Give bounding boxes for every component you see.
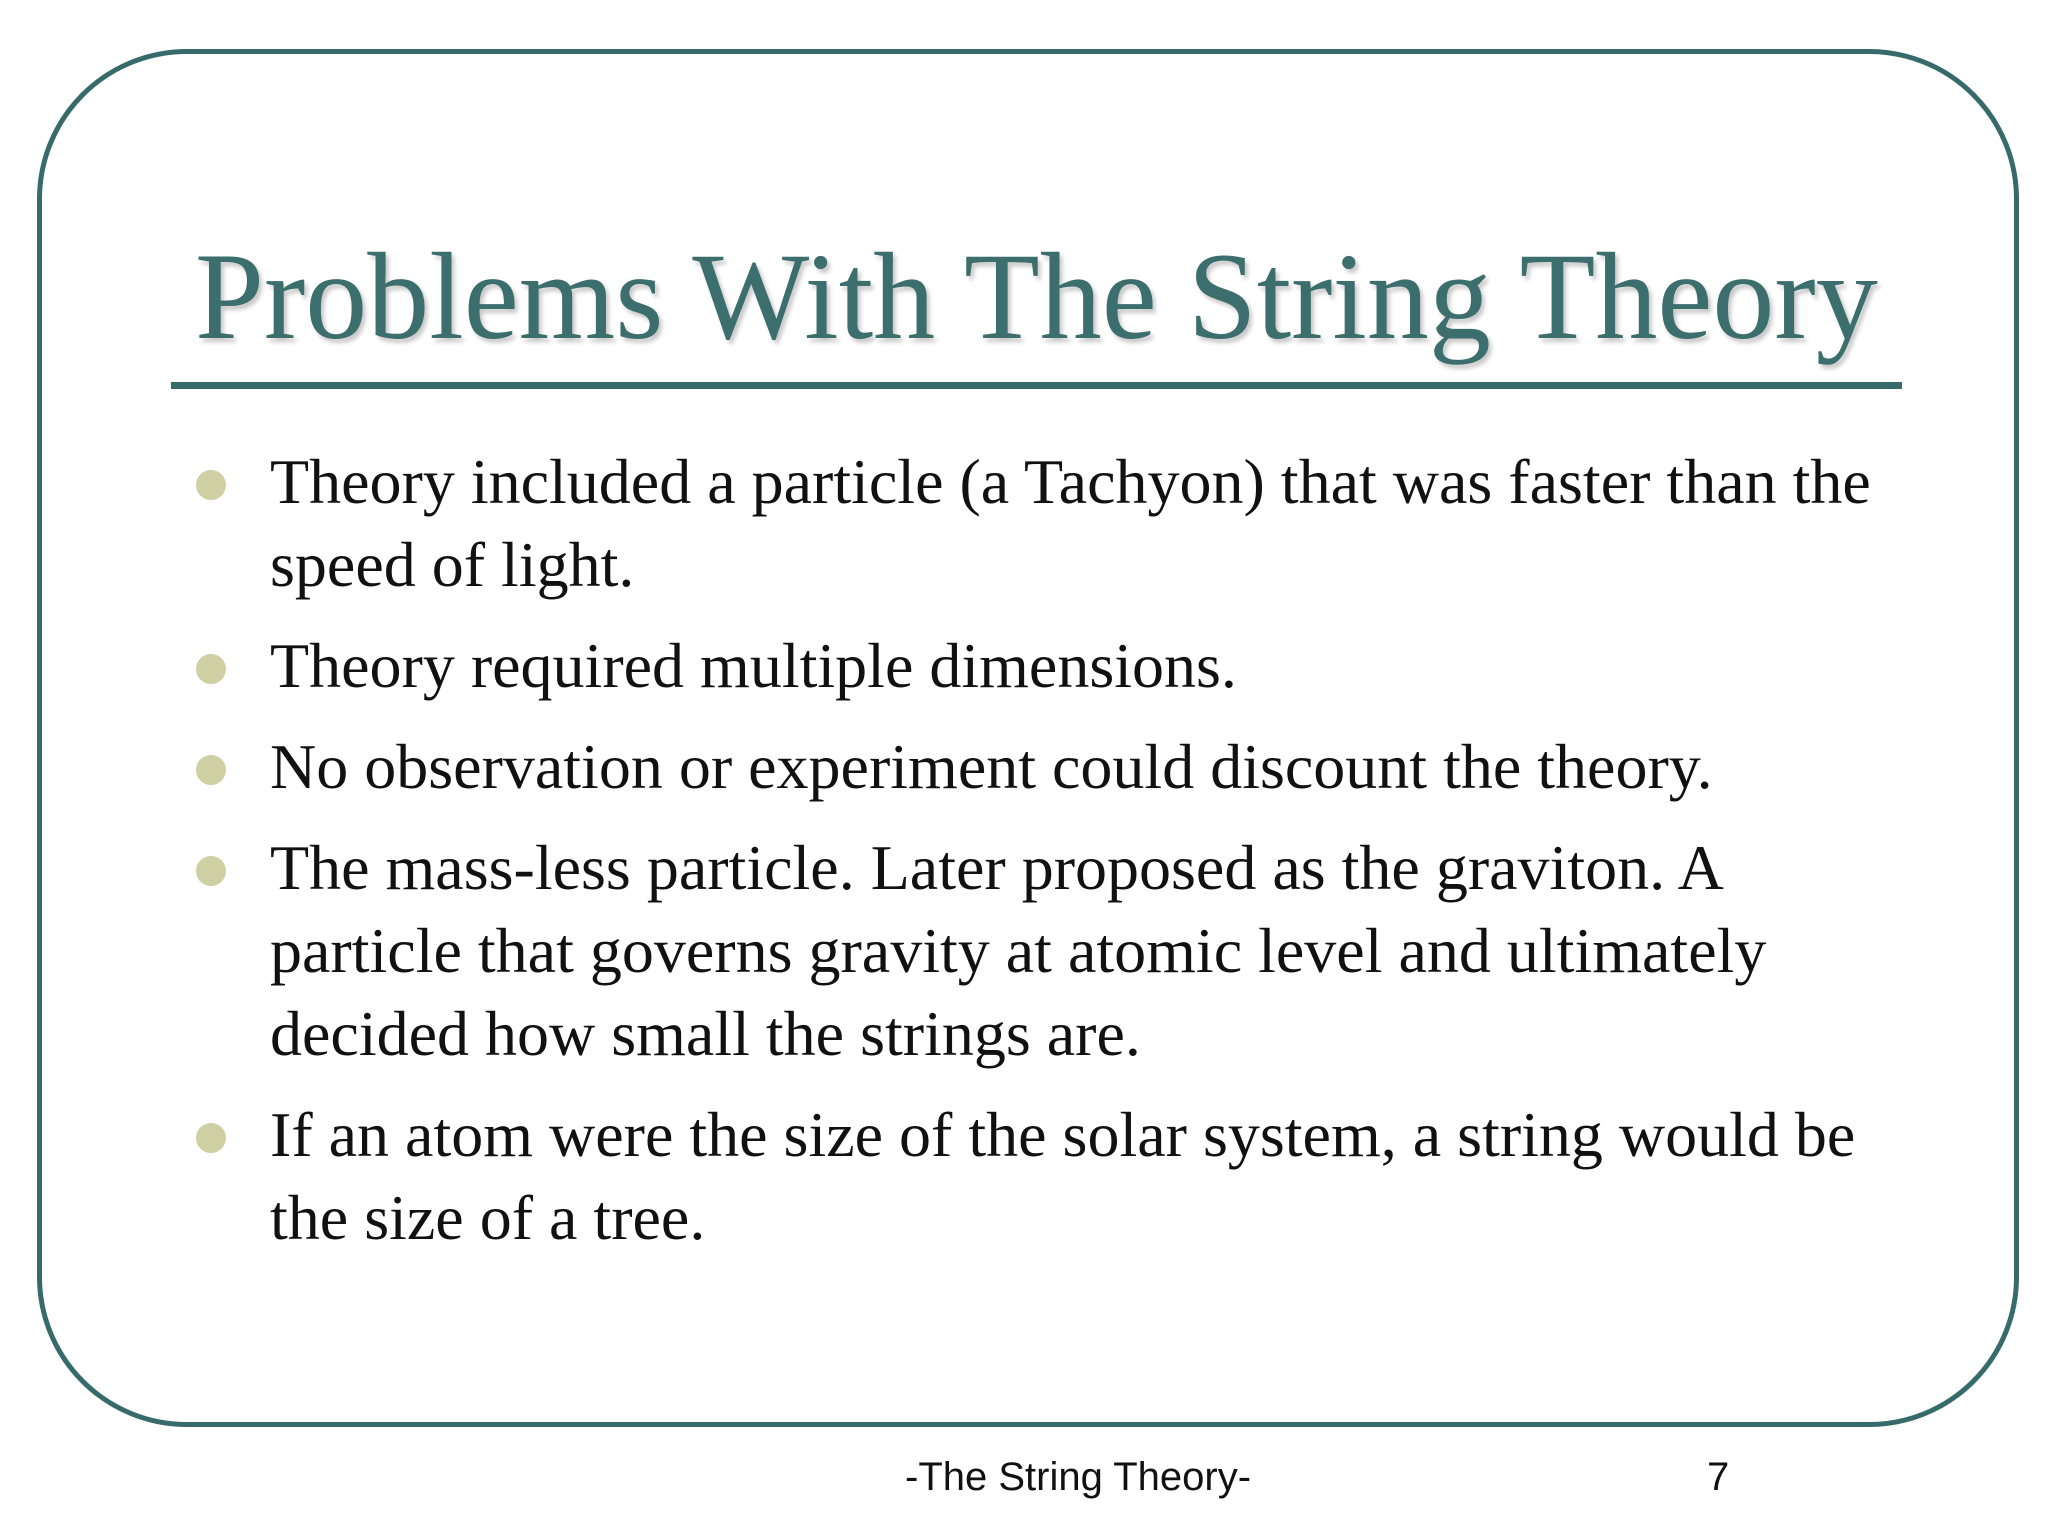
bullet-dot-icon bbox=[196, 856, 226, 886]
bullet-text: If an atom were the size of the solar system, a string would be the size of a tree. bbox=[270, 1099, 1856, 1253]
bullet-dot-icon bbox=[196, 470, 226, 500]
bullet-item bbox=[193, 440, 1893, 606]
bullet-item bbox=[193, 1093, 1893, 1259]
bullet-item bbox=[193, 826, 1893, 1075]
bullet-text: No observation or experiment could discount the theory. bbox=[270, 731, 1713, 802]
bullet-text: Theory required multiple dimensions. bbox=[270, 630, 1237, 701]
page-number: 7 bbox=[1707, 1455, 1730, 1499]
footer-title: -The String Theory- bbox=[905, 1455, 1252, 1499]
bullet-text: Theory included a particle (a Tachyon) that was faster than the speed of light. bbox=[270, 446, 1871, 600]
title-underline bbox=[171, 382, 1902, 389]
bullet-dot-icon bbox=[196, 654, 226, 684]
bullet-text: The mass-less particle. Later proposed as the graviton. A particle that governs gravity at atomic level and ultimately decided how small the strings are. bbox=[270, 832, 1767, 1069]
bullet-dot-icon bbox=[196, 1123, 226, 1153]
bullet-dot-icon bbox=[196, 755, 226, 785]
slide-title: Problems With The String Theory bbox=[195, 228, 1878, 365]
bullet-item bbox=[193, 725, 1893, 808]
bullet-item bbox=[193, 624, 1893, 707]
bullet-list bbox=[193, 440, 1893, 1277]
